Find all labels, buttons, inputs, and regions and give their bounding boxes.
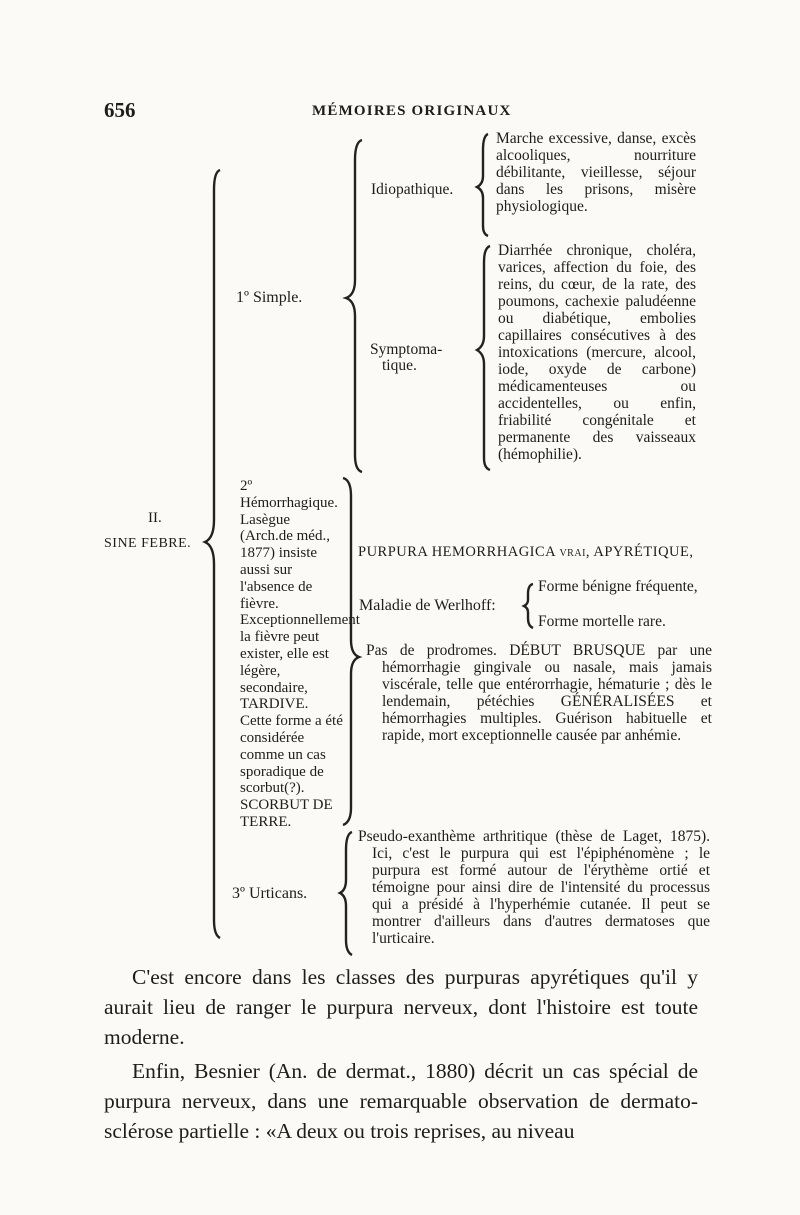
category-label: SINE FEBRE. bbox=[104, 536, 192, 551]
symptomatique-label-2: tique. bbox=[382, 357, 417, 374]
idiopathique-label: Idiopathique. bbox=[371, 181, 454, 198]
idiopathique-text: Marche excessive, danse, excès alcooliques, nourriture débilitante, vieillesse, séjour dans les prisons, misère physiologique. bbox=[496, 130, 696, 215]
page-number: 656 bbox=[104, 98, 136, 122]
werlhoff-label: Maladie de Werlhoff: bbox=[359, 597, 496, 614]
simple-label: 1º Simple. bbox=[236, 289, 303, 306]
werlhoff-form-1: Forme bénigne fréquente, bbox=[538, 578, 698, 595]
urticans-label: 3º Urticans. bbox=[232, 885, 308, 902]
werlhoff-form-2: Forme mortelle rare. bbox=[538, 613, 666, 630]
purpura-heading: PURPURA HEMORRHAGICA vrai, APYRÉTIQUE, bbox=[358, 544, 694, 560]
body-paragraph-1: C'est encore dans les classes des purpuras apyrétiques qu'il y aurait lieu de ranger le purpura nerveux, dont l'histoire est toute moderne. bbox=[104, 965, 698, 1049]
symptomatique-text: Diarrhée chronique, choléra, varices, affection du foie, des reins, du cœur, de la rate, des poumons, cachexie paludéenne ou diabétique, embolies capillaires consécutives à des intoxications (mercure, alcool, iode, oxyde de carbone) médicamenteuses ou accidentelles, ou enfin, friabilité congénitale et permanente des vaisseaux (hémophilie). bbox=[498, 242, 696, 463]
hemorrhagique-label: 2º Hémorrhagique. Lasègue (Arch.de méd., 1877) insiste aussi sur l'absence de fièvre. Exceptionnellement la fièvre peut exister, elle est légère, secondaire, TARDIVE. Cette forme a été considérée comme un cas sporadique de scorbut(?). SCORBUT DE TERRE. bbox=[240, 478, 360, 830]
symptomatique-label-1: Symptoma- bbox=[370, 341, 443, 358]
body-paragraph-2: Enfin, Besnier (An. de dermat., 1880) décrit un cas spécial de purpura nerveux, dans une remarquable observation de dermato-sclérose partielle : «A deux ou trois reprises, au niveau bbox=[104, 1059, 698, 1143]
urticans-text: Pseudo-exanthème arthritique (thèse de Laget, 1875). Ici, c'est le purpura qui est l'épiphénomène ; le purpura est formé autour de l'érythème ortié et témoigne pour ainsi dire de l'intensité du processus qui a présidé à l'hyperhémie cutanée. Il peut se montrer d'ailleurs dans d'autres dermatoses que l'urticaire. bbox=[358, 828, 710, 947]
category-number: II. bbox=[148, 510, 162, 526]
hemorrhagique-description: Pas de prodromes. DÉBUT BRUSQUE par une hémorrhagie gingivale ou nasale, mais jamais viscérale, telle que entérorrhagie, hématurie ; dès le lendemain, pétéchies GÉNÉRALISÉES et hémorrhagies multiples. Guérison habituelle et rapide, mort exceptionnelle causée par anhémie. bbox=[366, 642, 712, 744]
running-title: MÉMOIRES ORIGINAUX bbox=[312, 103, 512, 119]
